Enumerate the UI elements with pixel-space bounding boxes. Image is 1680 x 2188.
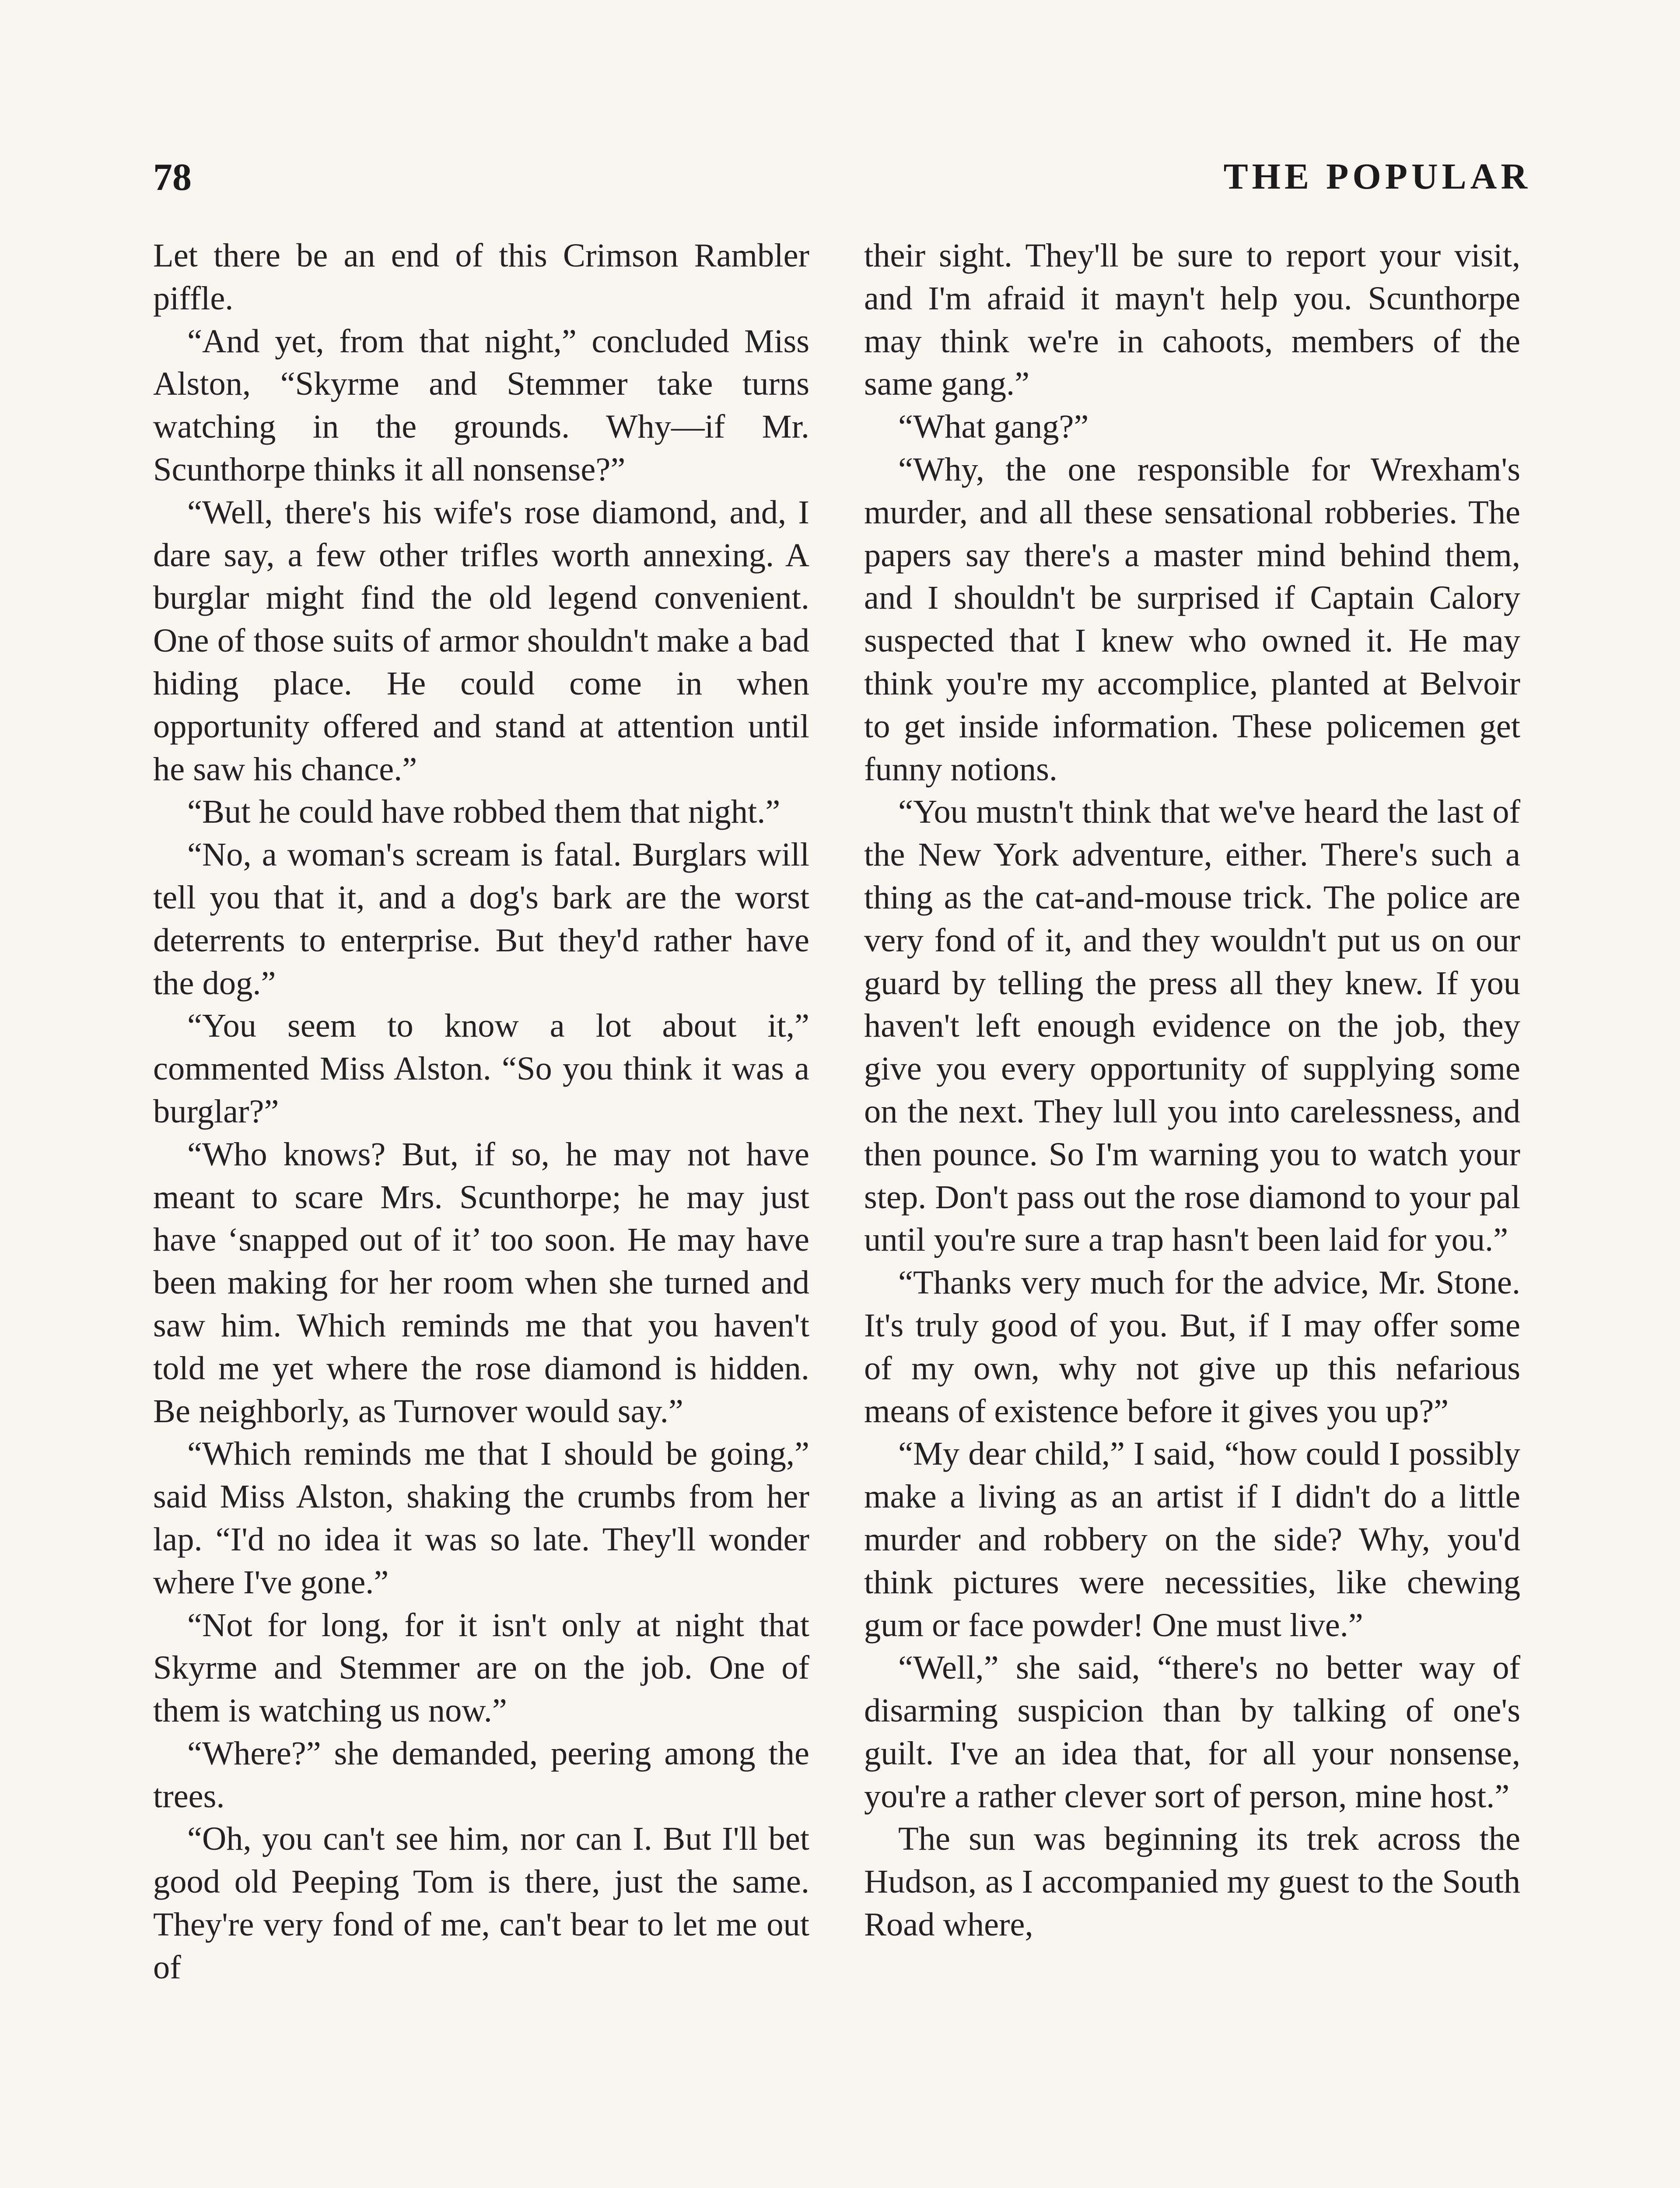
paragraph: “Which reminds me that I should be going,” said Miss Alston, shaking the crumbs from her lap. “I'd no idea it was so late. They'll wonder where I've gone.” bbox=[153, 1435, 809, 1601]
paragraph: “Thanks very much for the advice, Mr. Stone. It's truly good of you. But, if I may offer some of my own, why not give up this nefarious means of existence before it gives you up?” bbox=[864, 1264, 1520, 1430]
page-header bbox=[153, 155, 1531, 208]
paragraph: “Why, the one responsible for Wrexham's murder, and all these sensational robberies. The papers say there's a master mind behind them, and I shouldn't be surprised if Captain Calory suspected that I knew who owned it. He may think you're my accomplice, planted at Belvoir to get inside information. These policemen get funny notions. bbox=[864, 450, 1520, 788]
left-column bbox=[153, 234, 809, 2188]
paragraph: their sight. They'll be sure to report your visit, and I'm afraid it mayn't help you. Scunthorpe may think we're in cahoots, members of the same gang.” bbox=[864, 237, 1520, 403]
paragraph: “What gang?” bbox=[898, 408, 1089, 445]
paragraph: The sun was beginning its trek across the Hudson, as I accompanied my guest to the South Road where, bbox=[864, 1820, 1520, 1943]
paragraph: “Well, there's his wife's rose diamond, and, I dare say, a few other trifles worth annexing. A burglar might find the old legend convenient. One of those suits of armor shouldn't make a bad hiding place. He could come in when opportunity offered and stand at attention until he saw his chance.” bbox=[153, 493, 809, 788]
paragraph: “Not for long, for it isn't only at night that Skyrme and Stemmer are on the job. One of them is watching us now.” bbox=[153, 1606, 809, 1729]
paragraph: “Where?” she demanded, peering among the trees. bbox=[153, 1734, 809, 1815]
paragraph: “No, a woman's scream is fatal. Burglars will tell you that it, and a dog's bark are the worst deterrents to enterprise. But they'd rather have the dog.” bbox=[153, 836, 809, 1002]
paragraph: “Well,” she said, “there's no better way of disarming suspicion than by talking of one's guilt. I've an idea that, for all your nonsense, you're a rather clever sort of person, mine host.” bbox=[864, 1649, 1520, 1815]
right-column bbox=[864, 234, 1520, 2188]
running-title: THE POPULAR bbox=[1223, 156, 1531, 197]
paragraph: “My dear child,” I said, “how could I possibly make a living as an artist if I didn't do a little murder and robbery on the side? Why, you'd think pictures were necessities, like chewing gum or face powder! One must live.” bbox=[864, 1435, 1520, 1644]
paragraph: Let there be an end of this Crimson Rambler piffle. bbox=[153, 237, 809, 317]
paragraph: “Oh, you can't see him, nor can I. But I'll bet good old Peeping Tom is there, just the same. They're very fond of me, can't bear to let me out of bbox=[153, 1820, 809, 1986]
paragraph: “You mustn't think that we've heard the last of the New York adventure, either. There's such a thing as the cat-and-mouse trick. The police are very fond of it, and they wouldn't put us on our guard by telling the press all they knew. If you haven't left enough evidence on the job, they give you every opportunity of supplying some on the next. They lull you into carelessness, and then pounce. So I'm warning you to watch your step. Don't pass out the rose diamond to your pal until you're sure a trap hasn't been laid for you.” bbox=[864, 793, 1520, 1259]
paragraph: “Who knows? But, if so, he may not have meant to scare Mrs. Scunthorpe; he may just have ‘snapped out of it’ too soon. He may have been making for her room when she turned and saw him. Which reminds me that you haven't told me yet where the rose diamond is hidden. Be neighborly, as Turnover would say.” bbox=[153, 1135, 809, 1430]
paragraph: “But he could have robbed them that night.” bbox=[187, 793, 780, 831]
page-number: 78 bbox=[153, 156, 192, 199]
paragraph: “And yet, from that night,” concluded Miss Alston, “Skyrme and Stemmer take turns watching in the grounds. Why—if Mr. Scunthorpe thinks it all nonsense?” bbox=[153, 322, 809, 488]
paragraph: “You seem to know a lot about it,” commented Miss Alston. “So you think it was a burglar?” bbox=[153, 1007, 809, 1130]
